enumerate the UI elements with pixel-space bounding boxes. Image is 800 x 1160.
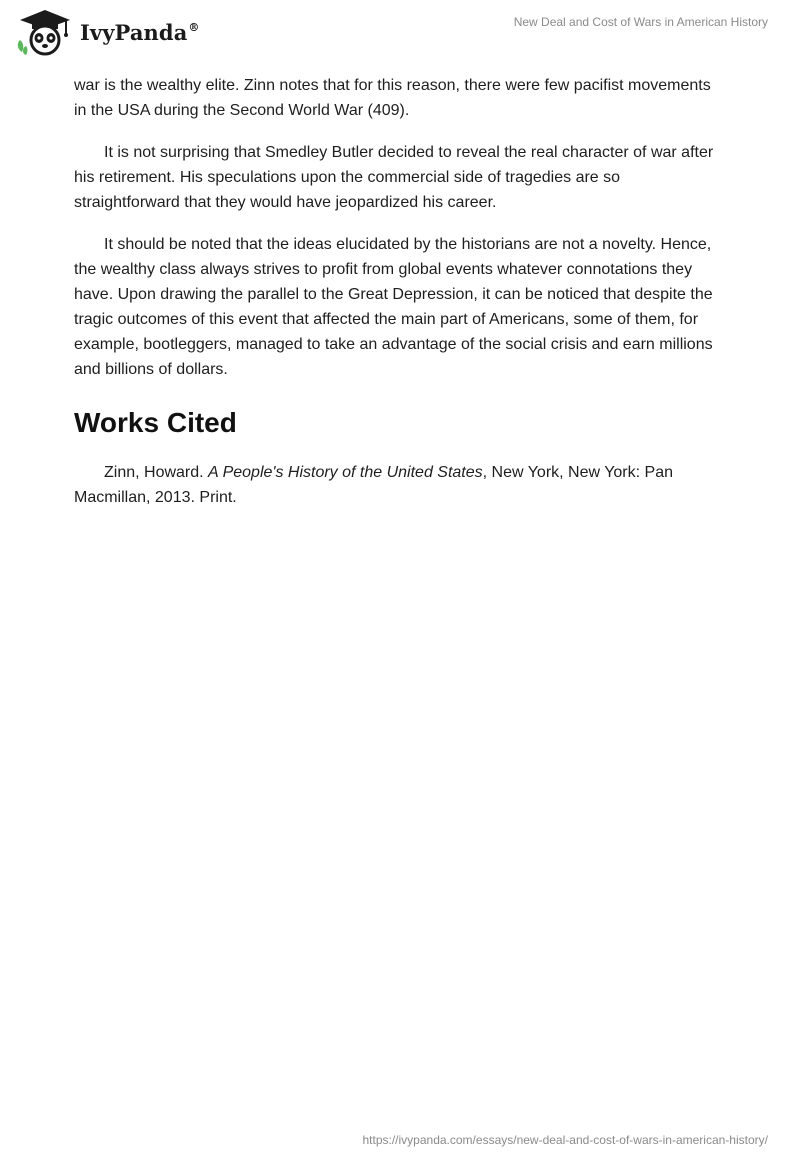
brand-name: IvyPanda® [80,19,200,45]
source-url-link[interactable]: https://ivypanda.com/essays/new-deal-and-cost-of-wars-in-american-history/ [362,1133,768,1147]
page-header [0,0,800,62]
registered-mark: ® [188,20,200,34]
panda-graduate-icon [16,8,74,56]
citation-title: A People's History of the United States [208,464,483,481]
works-cited-heading: Works Cited [74,407,237,438]
paragraph-2: It is not surprising that Smedley Butler decided to reveal the real character of war after his retirement. His speculations upon the commercial side of tragedies are so straightforward that they would have jeopardized his career. [74,144,714,211]
citation-entry [74,460,724,510]
document-title: New Deal and Cost of Wars in American History [513,15,768,29]
citation-author: Zinn, Howard. [104,464,209,481]
paragraph-3: It should be noted that the ideas elucidated by the historians are not a novelty. Hence, the wealthy class always strives to profit from global events whatever connotations they have. Upon drawing the parallel to the Great Depression, it can be noticed that despite the tragic outcomes of this event that affected the main part of Americans, some of them, for example, bootleggers, managed to take an advantage of the social crisis and earn millions and billions of dollars. [74,236,713,378]
ivypanda-logo[interactable] [16,8,200,56]
essay-body [74,73,724,527]
paragraph-1: war is the wealthy elite. Zinn notes that for this reason, there were few pacifist movements in the USA during the Second World War (409). [74,77,711,119]
citation-publication: , New York, New York: Pan Macmillan, 2013. Print. [74,464,673,506]
